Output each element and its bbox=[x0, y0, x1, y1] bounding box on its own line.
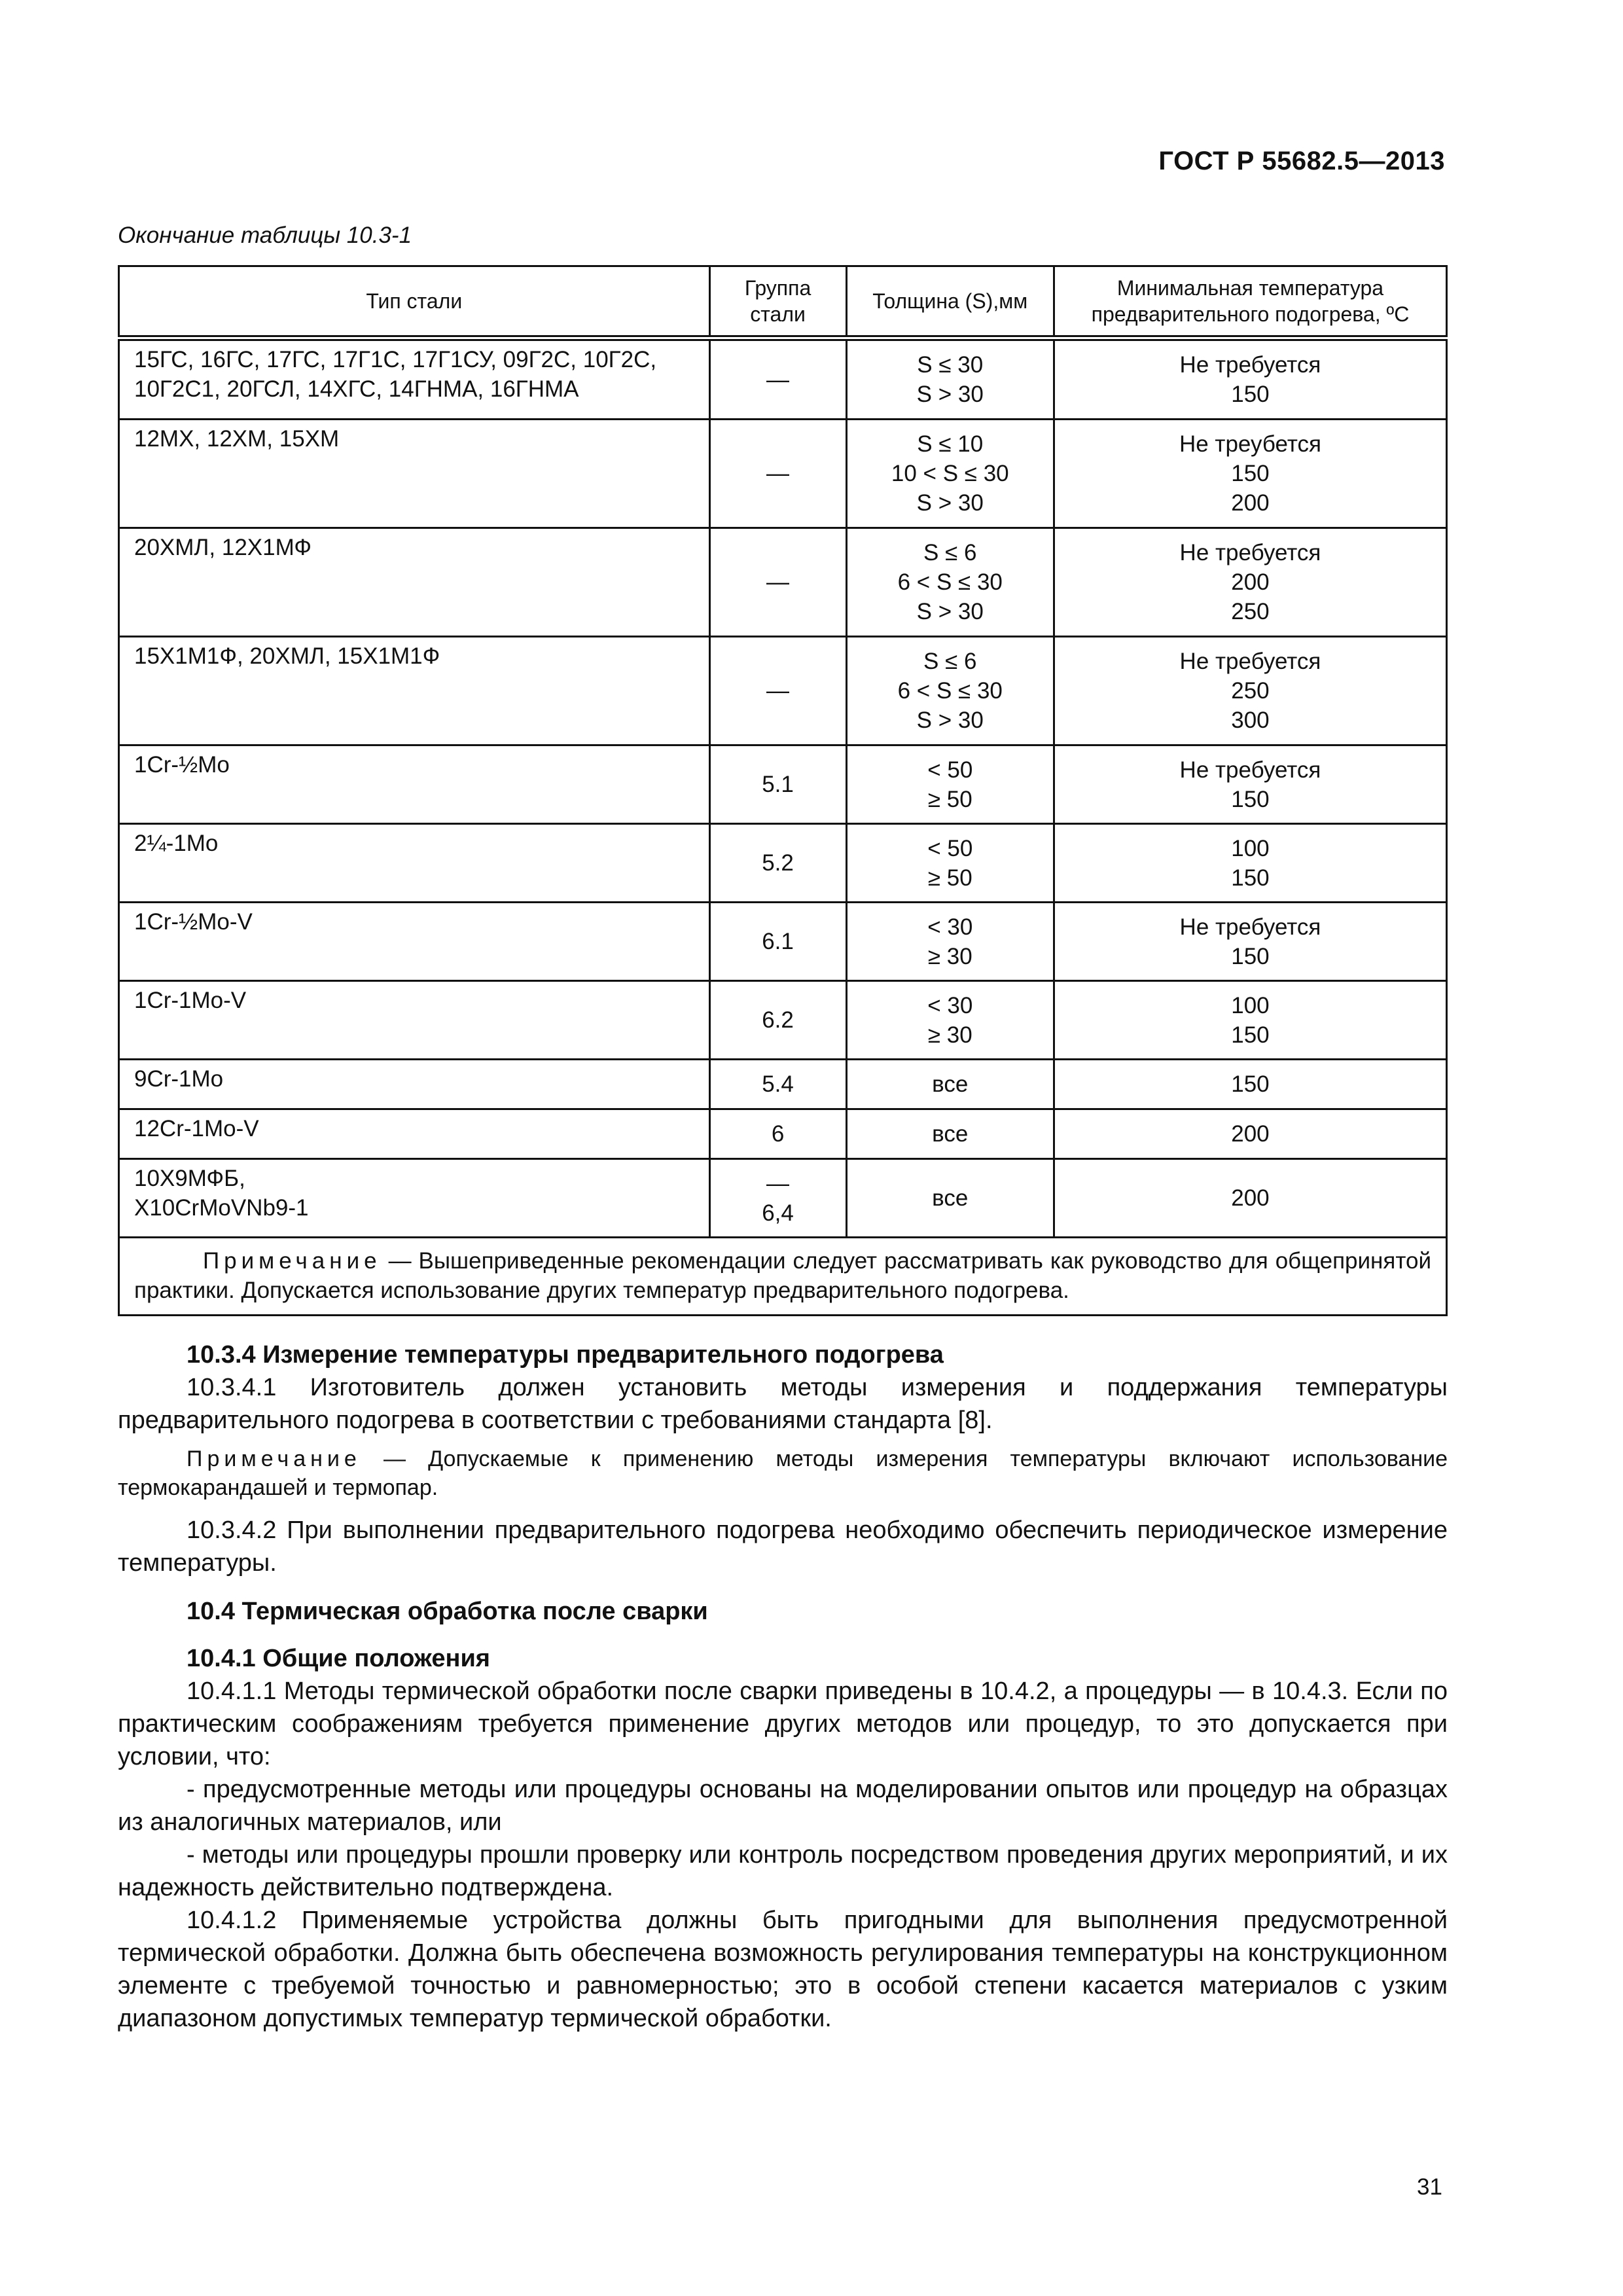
table-row bbox=[119, 637, 1447, 745]
cell-thickness bbox=[846, 903, 1054, 981]
cell-steel-group bbox=[709, 637, 846, 745]
cell-line: 1Cr-½Mo-V bbox=[134, 909, 253, 935]
cell-line: 200 bbox=[1231, 1121, 1270, 1147]
cell-line: 6.1 bbox=[762, 929, 794, 954]
section-10-3-4 bbox=[118, 1338, 1448, 2035]
cell-min-temperature bbox=[1054, 528, 1446, 637]
cell-thickness bbox=[846, 1060, 1054, 1109]
cell-line: все bbox=[932, 1185, 969, 1211]
cell-line: 150 bbox=[1231, 461, 1270, 486]
cell-line: 100 bbox=[1231, 992, 1270, 1018]
cell-steel-type bbox=[119, 745, 710, 824]
cell-line: 15Х1М1Ф, 20ХМЛ, 15Х1М1Ф bbox=[134, 643, 440, 669]
table-row bbox=[119, 528, 1447, 637]
cell-line: X10CrMoVNb9-1 bbox=[134, 1195, 309, 1221]
table-note-text: — Вышеприведенные рекомендации следует рассматривать как руководство для общепринятой практики. Допускается использование других температур предварительного подогрева. bbox=[134, 1248, 1431, 1303]
cell-line: Не требуется bbox=[1179, 649, 1321, 674]
cell-steel-type bbox=[119, 637, 710, 745]
cell-line: ≥ 30 bbox=[927, 943, 972, 969]
cell-line: 10Г2С1, 20ГСЛ, 14ХГС, 14ГНМА, 16ГНМА bbox=[134, 376, 579, 402]
cell-line: S > 30 bbox=[916, 599, 984, 624]
list-item: - предусмотренные методы или процедуры основаны на моделировании опытов или процедур на образцах из аналогичных материалов, или bbox=[118, 1776, 1448, 1836]
cell-steel-group bbox=[709, 528, 846, 637]
cell-line: 5.1 bbox=[762, 772, 794, 797]
cell-line: — bbox=[766, 367, 790, 393]
cell-steel-group bbox=[709, 1109, 846, 1159]
cell-thickness bbox=[846, 981, 1054, 1060]
table-note bbox=[119, 1238, 1447, 1316]
cell-line: 6,4 bbox=[762, 1200, 794, 1226]
cell-line: S > 30 bbox=[916, 382, 984, 407]
paragraph-10-3-4-1: 10.3.4.1 Изготовитель должен установить методы измерения и поддержания температуры предварительного подогрева в соответствии с требованиями стандарта [8]. bbox=[118, 1374, 1448, 1434]
header-group: Группа стали bbox=[709, 266, 846, 338]
cell-steel-type bbox=[119, 981, 710, 1060]
cell-line: 10 < S ≤ 30 bbox=[891, 461, 1009, 486]
note-10-3-4 bbox=[118, 1444, 1448, 1502]
header-thickness: Толщина (S),мм bbox=[846, 266, 1054, 338]
cell-line: S > 30 bbox=[916, 490, 984, 516]
table-caption: Окончание таблицы 10.3-1 bbox=[118, 223, 412, 248]
cell-line: ≥ 30 bbox=[927, 1022, 972, 1048]
cell-thickness bbox=[846, 637, 1054, 745]
cell-line: 150 bbox=[1231, 382, 1270, 407]
cell-line: S ≤ 10 bbox=[917, 431, 984, 457]
cell-line: 20ХМЛ, 12Х1МФ bbox=[134, 535, 312, 560]
table-row bbox=[119, 1060, 1447, 1109]
cell-min-temperature bbox=[1054, 1109, 1446, 1159]
cell-thickness bbox=[846, 1159, 1054, 1238]
cell-line: < 50 bbox=[927, 835, 973, 861]
cell-line: все bbox=[932, 1071, 969, 1097]
table-body bbox=[119, 338, 1447, 1316]
cell-line: — bbox=[766, 1170, 790, 1196]
cell-thickness bbox=[846, 745, 1054, 824]
cell-line: S ≤ 6 bbox=[923, 649, 977, 674]
cell-steel-type bbox=[119, 1060, 710, 1109]
cell-min-temperature bbox=[1054, 903, 1446, 981]
cell-line: 200 bbox=[1231, 490, 1270, 516]
cell-line: 10Х9МФБ, bbox=[134, 1166, 245, 1191]
cell-steel-type bbox=[119, 420, 710, 528]
cell-steel-type bbox=[119, 528, 710, 637]
section-heading-10-3-4: 10.3.4 Измерение температуры предварительного подогрева bbox=[187, 1341, 944, 1369]
cell-steel-type bbox=[119, 903, 710, 981]
cell-line: 150 bbox=[1231, 1071, 1270, 1097]
cell-line: 300 bbox=[1231, 708, 1270, 733]
cell-steel-group bbox=[709, 420, 846, 528]
cell-line: < 30 bbox=[927, 914, 973, 940]
cell-line: 5.2 bbox=[762, 850, 794, 876]
cell-line: 200 bbox=[1231, 569, 1270, 595]
paragraph-10-4-1-1: 10.4.1.1 Методы термической обработки после сварки приведены в 10.4.2, а процедуры — в 10.4.3. Если по практическим соображениям требуется применение других методов или процедур, то это допускается при условии, что: bbox=[118, 1677, 1448, 1770]
cell-steel-group bbox=[709, 745, 846, 824]
cell-line: 150 bbox=[1231, 865, 1270, 891]
cell-line: < 30 bbox=[927, 992, 973, 1018]
table-row bbox=[119, 745, 1447, 824]
cell-line: ≥ 50 bbox=[927, 786, 972, 812]
table-note-label: Примечание bbox=[203, 1248, 382, 1274]
cell-line: 12Cr-1Mo-V bbox=[134, 1116, 259, 1141]
list-item: - методы или процедуры прошли проверку или контроль посредством проведения других мероприятий, и их надежность действительно подтверждена. bbox=[118, 1841, 1448, 1901]
cell-line: Не требуется bbox=[1179, 757, 1321, 783]
cell-line: все bbox=[932, 1121, 969, 1147]
section-heading-10-4: 10.4 Термическая обработка после сварки bbox=[187, 1598, 708, 1625]
cell-line: 6 < S ≤ 30 bbox=[897, 678, 1003, 704]
cell-min-temperature bbox=[1054, 745, 1446, 824]
cell-steel-group bbox=[709, 1060, 846, 1109]
cell-line: < 50 bbox=[927, 757, 973, 783]
header-temperature: Минимальная температура предварительного подогрева, ºС bbox=[1054, 266, 1446, 338]
cell-line: 6 bbox=[771, 1121, 785, 1147]
cell-line: — bbox=[766, 461, 790, 486]
cell-line: Не треубется bbox=[1179, 431, 1321, 457]
cell-min-temperature bbox=[1054, 420, 1446, 528]
header-type: Тип стали bbox=[119, 266, 710, 338]
note-10-3-4-text: — Допускаемые к применению методы измерения температуры включают использование термокарандашей и термопар. bbox=[118, 1446, 1448, 1500]
cell-min-temperature bbox=[1054, 1060, 1446, 1109]
cell-thickness bbox=[846, 1109, 1054, 1159]
cell-steel-type bbox=[119, 1159, 710, 1238]
cell-line: 2¼-1Mo bbox=[134, 831, 219, 856]
cell-min-temperature bbox=[1054, 637, 1446, 745]
page-number: 31 bbox=[1417, 2174, 1442, 2200]
cell-steel-type bbox=[119, 1109, 710, 1159]
table-row bbox=[119, 981, 1447, 1060]
cell-line: 12МХ, 12ХМ, 15ХМ bbox=[134, 426, 340, 452]
cell-line: 100 bbox=[1231, 835, 1270, 861]
cell-min-temperature bbox=[1054, 338, 1446, 420]
cell-line: Не требуется bbox=[1179, 914, 1321, 940]
cell-steel-group bbox=[709, 903, 846, 981]
cell-line: 5.4 bbox=[762, 1071, 794, 1097]
cell-thickness bbox=[846, 338, 1054, 420]
preheat-table bbox=[118, 265, 1448, 1316]
cell-thickness bbox=[846, 824, 1054, 903]
table-note-row bbox=[119, 1238, 1447, 1316]
cell-line: 6.2 bbox=[762, 1007, 794, 1033]
cell-min-temperature bbox=[1054, 824, 1446, 903]
cell-steel-type bbox=[119, 824, 710, 903]
table-row bbox=[119, 824, 1447, 903]
paragraph-10-4-1-2: 10.4.1.2 Применяемые устройства должны быть пригодными для выполнения предусмотренной термической обработки. Должна быть обеспечена возможность регулирования температуры на конструкционном элементе с требуемой точностью и равномерностью; это в особой степени касается материалов с узким диапазоном допустимых температур термической обработки. bbox=[118, 1907, 1448, 2032]
cell-line: 250 bbox=[1231, 599, 1270, 624]
cell-line: S > 30 bbox=[916, 708, 984, 733]
cell-line: 15ГС, 16ГС, 17ГС, 17Г1С, 17Г1СУ, 09Г2С, 10Г2С, bbox=[134, 347, 657, 372]
section-heading-10-4-1: 10.4.1 Общие положения bbox=[187, 1645, 490, 1672]
cell-line: 250 bbox=[1231, 678, 1270, 704]
cell-line: — bbox=[766, 569, 790, 595]
cell-min-temperature bbox=[1054, 981, 1446, 1060]
table-row bbox=[119, 1109, 1447, 1159]
cell-line: 150 bbox=[1231, 1022, 1270, 1048]
cell-steel-group bbox=[709, 981, 846, 1060]
cell-line: 1Cr-1Mo-V bbox=[134, 988, 247, 1013]
cell-line: S ≤ 30 bbox=[917, 352, 984, 378]
cell-line: — bbox=[766, 678, 790, 704]
note-10-3-4-label: Примечание bbox=[187, 1446, 361, 1471]
cell-line: 6 < S ≤ 30 bbox=[897, 569, 1003, 595]
cell-line: 9Cr-1Mo bbox=[134, 1066, 224, 1092]
table-row bbox=[119, 338, 1447, 420]
cell-steel-type bbox=[119, 338, 710, 420]
cell-line: 150 bbox=[1231, 943, 1270, 969]
cell-line: 150 bbox=[1231, 786, 1270, 812]
cell-min-temperature bbox=[1054, 1159, 1446, 1238]
cell-steel-group bbox=[709, 824, 846, 903]
document-id: ГОСТ Р 55682.5—2013 bbox=[1158, 147, 1445, 175]
cell-steel-group bbox=[709, 338, 846, 420]
table-header-row bbox=[119, 266, 1447, 338]
paragraph-10-3-4-2: 10.3.4.2 При выполнении предварительного подогрева необходимо обеспечить периодическое измерение температуры. bbox=[118, 1516, 1448, 1577]
cell-line: 200 bbox=[1231, 1185, 1270, 1211]
cell-line: Не требуется bbox=[1179, 540, 1321, 565]
cell-thickness bbox=[846, 420, 1054, 528]
cell-line: S ≤ 6 bbox=[923, 540, 977, 565]
cell-line: Не требуется bbox=[1179, 352, 1321, 378]
table-row bbox=[119, 903, 1447, 981]
table-row bbox=[119, 420, 1447, 528]
cell-thickness bbox=[846, 528, 1054, 637]
cell-line: ≥ 50 bbox=[927, 865, 972, 891]
cell-line: 1Cr-½Mo bbox=[134, 752, 230, 778]
cell-steel-group bbox=[709, 1159, 846, 1238]
table-row bbox=[119, 1159, 1447, 1238]
